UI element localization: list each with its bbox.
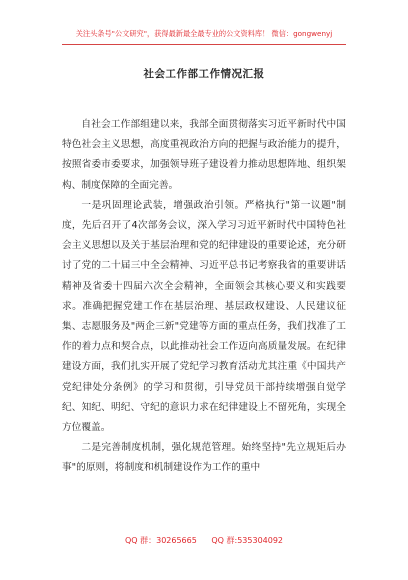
footer-qq-groups bbox=[0, 535, 408, 546]
footer-qq-1: QQ 群：30265665 bbox=[124, 536, 197, 545]
document-title: 社会工作部工作情况汇报 bbox=[143, 68, 265, 80]
header-promo-text: 关注头条号"公文研究"，获得最新最全最专业的公文资料库！ 微信：gongwenyj bbox=[75, 29, 333, 38]
header-divider bbox=[62, 44, 346, 45]
footer-qq-2: QQ 群:535304092 bbox=[211, 536, 284, 545]
paragraph-system: 二是完善制度机制，强化规范管理。始终坚持"先立规矩后办事"的原则，将制度和机制建设作为工作的重中 bbox=[62, 442, 346, 474]
paragraph-theory: 一是巩固理论武装，增强政治引领。严格执行"第一议题"制度，先后召开了4次部务会议，深入学习习近平新时代中国特色社会主义思想以及关于基层治理和党的纪律建设的重要论述，充分研讨了党的二十届三中全会精神、习近平总书记考察我省的重要讲话精神及省委十四届六次全会精神，全面领会其核心要义和实践要求。准确把握党建工作在基层治理、基层政权建设、人民建议征集、志愿服务及"两企三新"党建等方面的重点任务，我们找准了工作的着力点和契合点，以此推动社会工作迈向高质量发展。在纪律建设方面，我们扎实开展了党纪学习教育活动尤其注重《中国共产党纪律处分条例》的学习和贯彻，引导党员干部持续增强自觉学纪、知纪、明纪、守纪的意识力求在纪律建设上不留死角，实现全方位覆盖。 bbox=[62, 199, 346, 434]
document-body bbox=[62, 115, 346, 479]
paragraph-intro: 自社会工作部组建以来，我部全面贯彻落实习近平新时代中国特色社会主义思想，高度重视政治方向的把握与政治能力的提升，按照省委市委要求，加强领导班子建设着力推动思想阵地、组织架构、制度保障的全面完善。 bbox=[62, 119, 346, 191]
